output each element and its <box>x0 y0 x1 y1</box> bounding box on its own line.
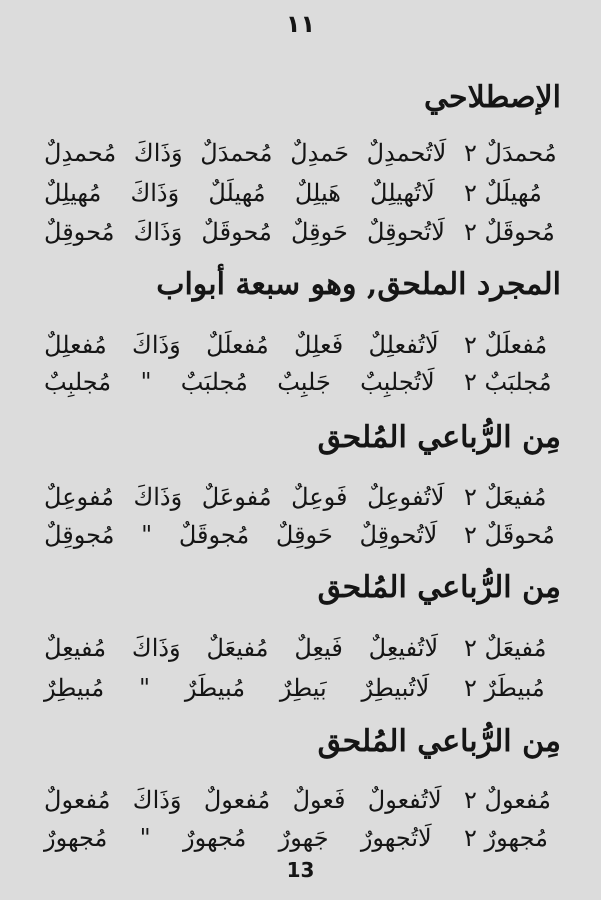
row-word: حَمدِلٌ <box>290 139 349 167</box>
conjugation-row <box>44 133 564 173</box>
row-word: فَوعِلٌ <box>291 483 348 511</box>
row-word: وَذَاكَ <box>130 179 180 207</box>
section-heading: مِن الرُّباعي المُلحق <box>317 724 561 759</box>
row-word: فَعلِلٌ <box>294 331 344 359</box>
conjugation-row <box>44 477 564 517</box>
row-word: مُحمدَلٌ ٢ <box>464 139 557 167</box>
row-word: وَذَاكَ <box>133 218 183 246</box>
row-word: لَاتُجلبِبٌ <box>360 368 435 396</box>
row-word: مُفيعِلٌ <box>44 634 107 662</box>
row-word: مُفعولٌ <box>44 786 111 814</box>
row-word: فَعولٌ <box>292 786 346 814</box>
row-word: حَوقِلٌ <box>290 218 348 246</box>
row-word: مُفعلَلٌ ٢ <box>464 331 548 359</box>
row-word: مُفعولٌ <box>203 786 271 814</box>
row-word: لَاتُفعلِلٌ <box>368 331 439 359</box>
row-word: لَاتُحوقِلٌ <box>359 521 438 549</box>
row-word: مُجهورٌ <box>182 824 247 852</box>
conjugation-row <box>44 212 564 252</box>
row-word: لَاتُحمدِلٌ <box>366 139 447 167</box>
row-word: وَذَاكَ <box>132 331 181 359</box>
conjugation-row <box>44 780 564 820</box>
row-word: وَذَاكَ <box>132 786 182 814</box>
conjugation-row <box>44 818 564 858</box>
row-word: مُجلبَبٌ <box>180 368 248 396</box>
row-word: وَذَاكَ <box>131 634 181 662</box>
page-number-top: ١١ <box>285 10 316 38</box>
row-word: مُجلبَبٌ ٢ <box>464 368 552 396</box>
row-word: مُحوقَلٌ <box>201 218 272 246</box>
conjugation-row <box>44 325 564 365</box>
row-word: جَلبِبٌ <box>277 368 331 396</box>
row-word: مُفيعَلٌ ٢ <box>464 634 547 662</box>
row-word: لَاتُفعولٌ <box>367 786 442 814</box>
row-word: لَاتُفيعِلٌ <box>368 634 439 662</box>
row-word: مُفعلَلٌ <box>206 331 269 359</box>
row-word: مُفيعَلٌ ٢ <box>464 483 547 511</box>
row-word: حَوقِلٌ <box>275 521 333 549</box>
row-word: مُحوقَلٌ ٢ <box>464 521 555 549</box>
row-word: مُجوقَلٌ <box>178 521 250 549</box>
row-word: " <box>139 674 151 702</box>
row-word: مُجهورٌ <box>44 824 108 852</box>
row-word: جَهورٌ <box>278 824 329 852</box>
row-word: فَيعِلٌ <box>294 634 343 662</box>
row-word: هَيلِلٌ <box>294 179 341 207</box>
row-word: مُجهورٌ ٢ <box>464 824 548 852</box>
row-word: مُحوقَلٌ ٢ <box>464 218 555 246</box>
row-word: مُحوقِلٌ <box>44 218 115 246</box>
section-heading: مِن الرُّباعي المُلحق <box>317 420 561 455</box>
conjugation-row <box>44 668 564 708</box>
row-word: مُجلبِبٌ <box>44 368 112 396</box>
row-word: مُبيطِرٌ <box>44 674 105 702</box>
row-word: مُحمدِلٌ <box>44 139 117 167</box>
row-word: مُجوقِلٌ <box>44 521 115 549</box>
row-word: مُهيلَلٌ <box>208 179 266 207</box>
row-word: مُهيلِلٌ <box>44 179 102 207</box>
row-word: لَاتُهيلِلٌ <box>370 179 435 207</box>
row-word: لَاتُبيطِرٌ <box>361 674 430 702</box>
conjugation-row <box>44 515 564 555</box>
row-word: مُفوعَلٌ <box>201 483 272 511</box>
row-word: وَذَاكَ <box>133 139 183 167</box>
page-number-bottom: 13 <box>286 858 315 882</box>
row-word: لَاتُجهورٌ <box>360 824 432 852</box>
section-heading: مِن الرُّباعي المُلحق <box>317 570 561 605</box>
row-word: مُفوعِلٌ <box>44 483 114 511</box>
row-word: مُحمدَلٌ <box>200 139 273 167</box>
row-word: لَاتُفوعِلٌ <box>367 483 445 511</box>
conjugation-row <box>44 173 564 213</box>
row-word: " <box>139 824 151 852</box>
conjugation-row <box>44 362 564 402</box>
row-word: لَاتُحوقِلٌ <box>366 218 445 246</box>
row-word: مُبيطَرٌ <box>184 674 246 702</box>
row-word: مُفيعَلٌ <box>206 634 269 662</box>
row-word: " <box>140 368 152 396</box>
row-word: مُفعلِلٌ <box>44 331 107 359</box>
section-heading: الإصطلاحي <box>424 80 561 115</box>
row-word: " <box>141 521 153 549</box>
row-word: بَيطِرٌ <box>279 674 327 702</box>
row-word: وَذَاكَ <box>133 483 183 511</box>
row-word: مُبيطَرٌ ٢ <box>464 674 545 702</box>
row-word: مُهيلَلٌ ٢ <box>464 179 542 207</box>
row-word: مُفعولٌ ٢ <box>464 786 551 814</box>
conjugation-row <box>44 628 564 668</box>
section-heading: المجرد الملحق, وهو سبعة أبواب <box>156 267 561 302</box>
